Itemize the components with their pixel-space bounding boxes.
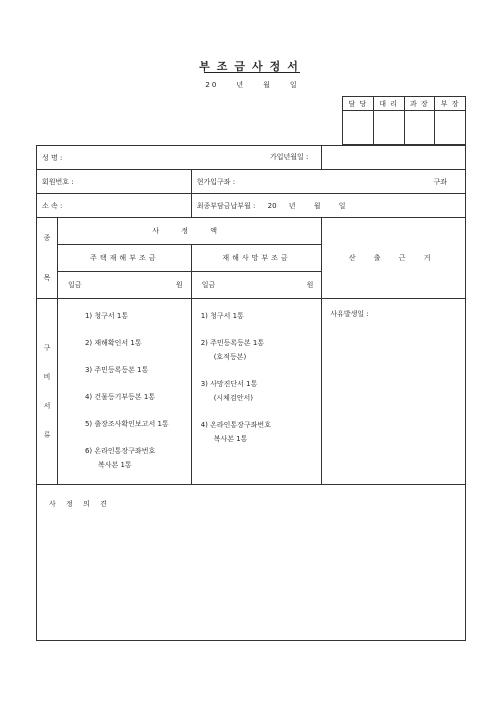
name-label: 성 명 : (42, 153, 63, 162)
approval-box (342, 96, 466, 145)
date-day: 일 (289, 81, 299, 89)
documents-label-char-1: 구 (43, 343, 51, 352)
assessment-opinion-label: 사 정 의 견 (49, 500, 111, 508)
approval-header-staff: 담 당 (343, 97, 374, 111)
assessment-header: 사 정 액 (57, 218, 321, 245)
documents-label-char-2: 비 (43, 372, 51, 381)
units-suffix: 구좌 (433, 177, 447, 186)
last-payment-month: 월 (313, 201, 321, 210)
housing-doc-6: 6) 온라인통장구좌번호 (84, 447, 156, 455)
title-underline (204, 72, 300, 73)
join-date-field[interactable] (322, 146, 466, 170)
approval-header-manager: 과 장 (404, 97, 435, 111)
housing-doc-5: 5) 출장조사확인보고서 1통 (84, 420, 169, 428)
member-no-field[interactable] (37, 170, 192, 194)
type-label-cell (37, 218, 58, 299)
documents-label-cell (37, 299, 58, 485)
type-label-char-1: 종 (43, 234, 51, 242)
approval-stamp-manager[interactable] (404, 111, 435, 145)
date-month: 월 (263, 81, 272, 89)
death-doc-4-sub: 복사본 1통 (213, 435, 248, 443)
housing-doc-6-sub: 복사본 1통 (97, 461, 132, 469)
death-doc-3-sub: (시체검안서) (213, 394, 253, 402)
member-no-label: 회원번호 : (42, 177, 74, 186)
calculation-basis-header: 산 출 근 거 (322, 218, 466, 299)
death-doc-3: 3) 사망진단서 1통 (200, 380, 258, 388)
death-doc-2-sub: (호적등본) (213, 353, 247, 361)
housing-doc-1: 1) 청구서 1통 (84, 312, 129, 320)
death-doc-1: 1) 청구서 1통 (200, 312, 244, 320)
housing-doc-3: 3) 주민등록등본 1통 (84, 366, 149, 374)
death-aid-amount[interactable] (191, 272, 322, 299)
housing-aid-amount[interactable] (57, 272, 191, 299)
last-payment-year: 년 (288, 201, 296, 210)
reason-date-label: 사유발생일 : (330, 310, 369, 318)
affiliation-label: 소 속 : (42, 201, 63, 210)
housing-amount-label: 일금 (67, 281, 82, 289)
last-payment-year-prefix: 20 (267, 201, 277, 210)
last-payment-label: 최종부담금납부월 : (196, 201, 256, 210)
death-amount-label: 일금 (201, 281, 216, 289)
current-units-label: 현가입구좌 : (196, 177, 236, 186)
approval-header-director: 부 장 (435, 97, 466, 111)
last-payment-day: 일 (338, 201, 346, 210)
approval-stamp-deputy[interactable] (373, 111, 404, 145)
date-prefix: 20 (205, 81, 219, 89)
date-year: 년 (236, 81, 246, 89)
housing-doc-2: 2) 재해확인서 1통 (84, 339, 142, 347)
death-doc-4: 4) 온라인통장구좌번호 (200, 421, 271, 429)
approval-stamp-staff[interactable] (343, 111, 374, 145)
housing-aid-header: 주택재해부조금 (57, 245, 191, 272)
death-doc-2: 2) 주민등록등본 1통 (200, 339, 265, 347)
join-date-label: 가입년월일 : (270, 153, 309, 161)
housing-doc-4: 4) 건물등기부등본 1통 (84, 393, 156, 401)
last-payment-field[interactable] (191, 194, 465, 218)
housing-amount-unit: 원 (175, 281, 183, 289)
death-aid-header: 재해사망부조금 (191, 245, 322, 272)
document-date (0, 80, 504, 90)
approval-header-deputy: 대 리 (373, 97, 404, 111)
assessment-opinion-field[interactable] (37, 485, 466, 641)
death-amount-unit: 원 (306, 281, 314, 289)
documents-label-char-4: 류 (43, 430, 51, 439)
death-documents-list (191, 299, 322, 485)
type-label-char-2: 목 (43, 274, 51, 282)
affiliation-field[interactable] (37, 194, 192, 218)
assessment-form (36, 145, 466, 641)
housing-documents-list (57, 299, 191, 485)
current-units-field[interactable] (191, 170, 465, 194)
approval-stamp-director[interactable] (435, 111, 466, 145)
documents-label-char-3: 서 (43, 401, 51, 410)
reason-date-field[interactable] (322, 299, 466, 485)
page-title: 부조금사정서 (199, 60, 305, 73)
